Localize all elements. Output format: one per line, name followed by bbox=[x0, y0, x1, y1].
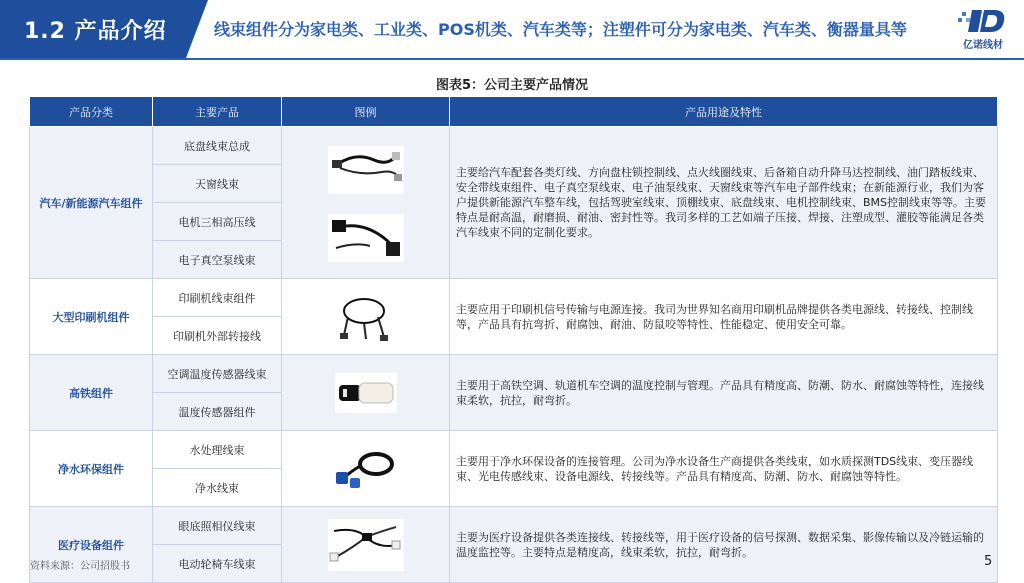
product-image-cell bbox=[282, 355, 450, 431]
temperature-sensor-image bbox=[333, 371, 399, 415]
company-logo bbox=[948, 6, 1018, 52]
product-cell: 电子真空泵线束 bbox=[153, 241, 282, 279]
water-treatment-harness-image bbox=[330, 444, 402, 494]
product-image-cell bbox=[282, 279, 450, 355]
category-cell: 医疗设备组件 bbox=[30, 507, 153, 583]
table-row bbox=[30, 279, 998, 317]
product-image-cell bbox=[282, 431, 450, 507]
usage-description: 主要用于高铁空调、轨道机车空调的温度控制与管理。产品具有精度高、防潮、防水、耐腐蚀等特性，连接线束柔软，抗拉，耐弯折。 bbox=[450, 355, 998, 431]
product-cell: 空调温度传感器线束 bbox=[153, 355, 282, 393]
logo-text: 亿诺线材 bbox=[963, 40, 1003, 51]
source-note: 资料来源：公司招股书 bbox=[30, 561, 130, 572]
category-cell: 高铁组件 bbox=[30, 355, 153, 431]
table-row bbox=[30, 355, 998, 393]
product-cell: 眼底照相仪线束 bbox=[153, 507, 282, 545]
product-image-cell bbox=[282, 507, 450, 583]
logo-mark-icon bbox=[948, 6, 1018, 36]
product-table bbox=[29, 96, 998, 583]
column-header-illustration: 图例 bbox=[282, 97, 450, 127]
usage-description: 主要应用于印刷机信号传输与电源连接。我司为世界知名商用印刷机品牌提供各类电源线、转接线、控制线等，产品具有抗弯折、耐腐蚀、耐油、防鼠咬等特性、性能稳定、使用安全可靠。 bbox=[450, 279, 998, 355]
header-divider bbox=[0, 58, 1024, 60]
category-cell: 净水环保组件 bbox=[30, 431, 153, 507]
page-number: 5 bbox=[984, 554, 993, 569]
category-cell: 大型印刷机组件 bbox=[30, 279, 153, 355]
high-voltage-cable-image bbox=[326, 212, 406, 264]
product-cell: 印刷机外部转接线 bbox=[153, 317, 282, 355]
product-cell: 印刷机线束组件 bbox=[153, 279, 282, 317]
usage-description: 主要用于净水环保设备的连接管理。公司为净水设备生产商提供各类线束，如水质探测TDS线束、变压器线束、光电传感线束、设备电源线、转接线等。产品具有精度高、防潮、防水、耐腐蚀等特性。 bbox=[450, 431, 998, 507]
figure-title: 图表5：公司主要产品情况 bbox=[435, 78, 589, 93]
category-cell: 汽车/新能源汽车组件 bbox=[30, 127, 153, 279]
product-cell: 水处理线束 bbox=[153, 431, 282, 469]
medical-harness-image bbox=[326, 517, 406, 573]
product-cell: 电动轮椅车线束 bbox=[153, 545, 282, 583]
usage-description: 主要给汽车配套各类灯线、方向盘柱锁控制线、点火线圈线束、后备箱自动升降马达控制线、油门踏板线束、安全带线束组件、电子真空泵线束、电子油泵线束、天窗线束等汽车电子部件线束；在新能源行业，我们为客户提供新能源汽车整车线，包括驾驶室线束、顶棚线束、底盘线束、电机控制线束、BMS控制线束等等。主要特点是耐高温，耐磨损、耐油、密封性等。我司多样的工艺如端子压接、焊接、注塑成型、灌胶等能满足各类汽车线束不同的定制化要求。 bbox=[450, 127, 998, 279]
usage-description: 主要为医疗设备提供各类连接线、转接线等，用于医疗设备的信号探测、数据采集、影像传输以及冷链运输的温度监控等。主要特点是精度高，线束柔软，抗拉，耐弯折。 bbox=[450, 507, 998, 583]
product-cell: 天窗线束 bbox=[153, 165, 282, 203]
printer-harness-image bbox=[334, 287, 398, 347]
column-header-category: 产品分类 bbox=[30, 97, 153, 127]
product-cell: 底盘线束总成 bbox=[153, 127, 282, 165]
table-header-row bbox=[30, 97, 998, 127]
product-cell: 净水线束 bbox=[153, 469, 282, 507]
wire-harness-image bbox=[326, 142, 406, 198]
product-image-cell bbox=[282, 127, 450, 279]
table-row bbox=[30, 127, 998, 165]
table-row bbox=[30, 431, 998, 469]
table-row bbox=[30, 507, 998, 545]
section-title: 1.2 产品介绍 bbox=[24, 19, 167, 44]
slide-headline: 线束组件分为家电类、工业类、POS机类、汽车类等；注塑件可分为家电类、汽车类、衡器量具等 bbox=[214, 20, 907, 39]
column-header-products: 主要产品 bbox=[153, 97, 282, 127]
product-cell: 温度传感器组件 bbox=[153, 393, 282, 431]
column-header-usage: 产品用途及特性 bbox=[450, 97, 998, 127]
product-cell: 电机三相高压线 bbox=[153, 203, 282, 241]
slide-header bbox=[0, 0, 1024, 58]
